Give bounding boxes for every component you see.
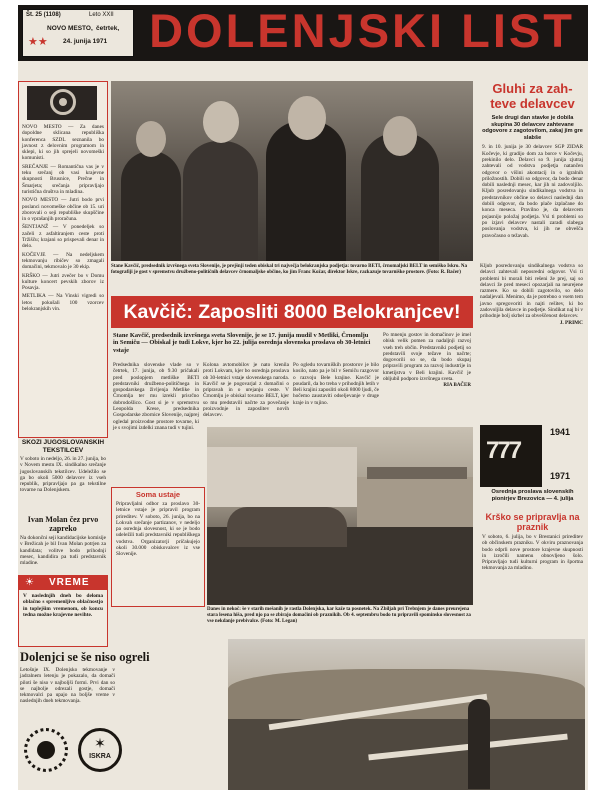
headline-lead: Stane Kavčič, predsednik izvršnega sveta Slovenije, je se 17. junija mudil v Metliki, Črnomlju in Semiču — Obiskal je tudi Lokve, kjer ho 22. julija osrednja slovenska proslava ob 30-letnici vstaje <box>113 332 371 354</box>
jubilee-caption: Osrednja proslava slovenskih pionirjev Brezovica — 4. julija <box>491 489 574 502</box>
brief-item: NOVO MESTO — Jutri bodo prvi poslanci novomeške občine ob 15. uri zborovali o seji republiške skupščine in o vprašanjih proračuna. <box>22 197 104 223</box>
brief-item: KRŠKO — Jutri zvečer bo v Domu kulture koncert pevskih zborov iz Posavja. <box>22 272 104 292</box>
article-signature: RIA BAČER <box>443 383 471 389</box>
masthead-title: DOLENJSKI LIST <box>149 4 575 57</box>
gluhi-text: 9. in 10. junija je 30 delavcev SGP ZIDAR Kočevje, ki gradijo dom za borce v Kočevju, prekinilo delo. Delavci so 9. junija zjutraj zahtevali od vodstva podjetja natančen odgovor o višini akontacij in o igralnih priložnostih. Dobili so odgovor, da bodo denar dobili naslednji mesec, kar jih ni zadovoljilo. Kljub posredovanju sindikalnega vodstva in predstavnikov občine so delavci naslednji dan dobili odgovor, da bodo plače izplačane do konca meseca. Pravilno je, da delavcem pojasnijo položaj podjetja. Vsi ti problemi so po izjavi delavcev nastali zaradi slabega poslovanja vodstva, ki jih ne obvešča pravočasno o težavah. <box>482 144 583 239</box>
news-briefs <box>22 124 104 434</box>
main-photo <box>111 81 473 261</box>
soma-title: Soma ustaje <box>135 490 181 499</box>
molan-text: Na dokončni seji kandidacijske komisije v Brežicah je bil Ivan Molan potrjen za kandidata; volitve bodo prihodnji mesec, kandidira pa tudi predstavnik mladine. <box>20 535 106 567</box>
gluhi-title-line1: Gluhi za zah- <box>492 81 573 96</box>
article-col-1: Predsednika slovenske vlade so v četrtek, 17. junija, ob 9.30 pričakali pred poslopjem metliške BETI predstavniki družbeno-političnega in gospodarskega življenja Metlike in Črnomlja ter mu izrekli prisrčno dobrodošlico. Gost si je v spremstvu Leopolda Krese, predsednika Gospodarske zbornice Slovenije, najprej ogledal proizvodne prostore tovarne, ki je s svojimi izdelki znana tudi v tujini. <box>113 362 199 431</box>
sun-icon: ☀ <box>25 577 34 588</box>
soma-box <box>111 487 205 607</box>
krsko-article <box>480 512 585 637</box>
skozi-title: SKOZI JUGOSLOVANSKIH TEKSTILCEV <box>21 439 105 454</box>
dolenjci-title: Dolenjci se še niso ogreli <box>20 650 150 664</box>
gluhi-lead: Sele drugi dan stavke je dobila skupina 30 delavcev zahtevane odgovore z zagotovilom, zakaj jim gre slabše <box>482 115 583 141</box>
gluhi-article <box>480 81 585 261</box>
krsko-title: Krško se pripravlja na praznik <box>485 512 580 532</box>
iskra-logo: ✶ ISKRA <box>78 728 122 772</box>
brief-item: ŠENTJANŽ — V ponedeljek so začeli z asfaltiranjem ceste proti Tržišču; krajani so prispevali denar in delo. <box>22 224 104 250</box>
brief-item: SREČANJE — Romantična vas je v teku srečanj ob vasi krajevne skupnosti Brusnice, Prečne in Šmarjeta; srečanja pripravljajo turistična društva in mladina. <box>22 163 104 195</box>
iskra-logo-text: ISKRA <box>89 753 111 760</box>
krsko-text: V soboto, 6. julija, bo v Brestanici prireditev ob občinskem prazniku. V okviru praznovanja bodo odprli nove prostore krajevne skupnosti in izročili namenu obnovljeno šolo. Pripravljajo tudi kulturni program in športna tekmovanja za mladino. <box>482 534 583 572</box>
newspaper-page <box>18 5 588 790</box>
village-photo-caption: Danes in nekoč: še v starih mešanih je rastla Dolenjska, kar kaže ta posnetek. Na Zbiljah pri Trebnjem je danes preurejena stara lesena hiša, pred njo pa se zbirajo domačini ob praznikih. Ob 4. septembru bodo tu pripravili spominsko slovesnost za vse nekdanje prebivalce. (Foto: M. Legan) <box>207 607 471 624</box>
weather-title: VREME <box>49 577 90 588</box>
issue-place: NOVO MESTO, <box>47 25 93 32</box>
news-briefs-box <box>18 81 108 438</box>
issue-number: Št. 25 (1108) <box>26 12 61 18</box>
gear-logo-icon <box>24 728 68 772</box>
issue-year: Leto XXII <box>89 12 114 18</box>
telephone-dial-icon <box>27 86 97 120</box>
right-mid-signature: J. PRIMC <box>559 319 583 326</box>
headline-bar <box>111 296 473 328</box>
issue-date: 24. junija 1971 <box>63 38 108 45</box>
masthead <box>18 5 588 61</box>
article-col-2: Kolona avtomobilov je nato krenila proti Lokvam, kjer bo osrednja proslava ob 30-letnici vstaje slovenskega naroda. Kavčič se je pogovarjal z domačini o pripravah in o urejanju ceste. V Črnomlju je obiskal tovarno BELT, kjer so mu predstavili načrte za povečanje proizvodnje in zaposlitev novih delavcev. <box>203 362 289 419</box>
weather-text: V naslednjih dneh bo deloma oblačno s spremenljivo oblačnostjo in toplejšim vremenom, ob koncu tedna možne krajevne nevihte. <box>23 593 103 618</box>
weather-box <box>18 575 108 647</box>
issue-info-box <box>22 9 134 57</box>
brief-item: KOČEVJE — Na nedeljskem tekmovanju ribičev so zmagali domačini, tekmovalo je 30 ekip. <box>22 251 104 271</box>
village-photo <box>207 427 473 605</box>
headline: Kavčič: Zaposliti 8000 Belokranjcev! <box>123 301 461 323</box>
molan-article <box>20 515 106 573</box>
brief-item: METLIKA — Na Vinski vigredi so letos pokušali 100 vzorcev belokranjskih vin. <box>22 293 104 313</box>
right-mid-paragraph: Kljub posredovanju sindikalnega vodstva so delavci zahtevali neposredni odgovor. Vsi ti problemi bi morali biti rešeni že prej, saj so delavci že pred meseci opozarjali na neurejene razmere. Ko so dobili zagotovilo, so delo nadaljevali. Menimo, da je potrebno o vsem tem javno spregovoriti in najti rešitev, ki bo zadovoljila delavce in podjetje. Sindikat naj bi v prihodnje bolj skrbel za obveščenost delavcev. <box>480 263 583 320</box>
skozi-text: V soboto in nedeljo, 26. in 27. junija, bo v Novem mestu IX. sindikalno srečanje jugoslovanskih tekstilcev. Udeležilo se ga bo okoli 5000 delavcev iz vseh republik, pripravljajo pa ga tekstilne tovarne na Dolenjskem. <box>20 456 106 494</box>
brief-item: NOVO MESTO — Za danes dopoldne sklicana republiška konferenca SZDL seznanila bo javnost z delovnim programom in sklepi, ki so jih sprejeli novomeški komunisti. <box>22 124 104 162</box>
molan-title: Ivan Molan čez prvo zapreko <box>27 515 99 533</box>
issue-weekday: četrtek, <box>96 25 120 32</box>
jubilee-emblem-icon: 777 <box>480 425 542 487</box>
right-mid-text <box>480 263 583 418</box>
soma-text: Pripravljalni odbor za proslavo 30-letnice vstaje je pripravil program prireditev. V soboto, 26. junija, bo na Lokvah srečanje partizanov, v nedeljo pa osrednja slovesnost, ki se je bodo udeležili tudi predstavniki republiškega vodstva. Organizatorji pričakujejo okoli 30.000 obiskovalcev iz vse Slovenije. <box>116 501 200 558</box>
glider-photo <box>228 639 585 790</box>
article-col-4-text: Po mnenju gostov in domačinov je imel obisk velik pomen za nadaljnji razvoj vseh treh občin. Predstavniki podjetij so predstavili svoje težave in načrte; dogovorili so se, da bodo skupaj pripravili program za razvoj industrije in kmetijstva v Beli krajini. Kavčič je obljubil podporo izvršnega sveta. <box>383 332 471 383</box>
main-photo-caption: Stane Kavčič, predsednik izvršnega sveta Slovenije, je prejšnji teden obiskal tri največja belokranjska podjetja: tovarno BETI, črnomaljski BELT in semiško Iskro. Na fotografiji je gost v spremstvu družbeno-političnih delavcev črnomaljske občine, ko jim Franc Kožar, direktor Iskre, razkazuje tovarniške prostore. (Foto: R. Bačer) <box>111 264 467 275</box>
gluhi-title-line2: teve delavcev <box>490 96 575 111</box>
article-col-3: Po ogledu tovarniških prostorov je bilo kosilo, nato pa je bil v Semiču razgovor o razvoju Bele krajine. Kavčič je poudaril, da bo treba v prihodnjih letih v Beli krajini zaposliti okoli 8000 ljudi, če hočemo zaustaviti odseljevanje v druge kraje in v tujino. <box>293 362 379 406</box>
jubilee-year-top: 1941 <box>550 427 571 437</box>
jubilee-year-bottom: 1971 <box>550 471 571 481</box>
dolenjci-article <box>18 650 223 790</box>
skozi-article <box>20 439 106 513</box>
dolenjci-text: Letošnje IX. Dolenjsko tekmovanje v jadralnem letenju je pokazalo, da domači piloti še niso v najboljši formi. Prvi dan so se najbolje odrezali gostje, domači tekmovalci pa upajo na boljše vreme v naslednjih dneh tekmovanja. <box>20 667 115 705</box>
weather-heading <box>19 576 107 590</box>
jubilee-box <box>480 423 585 511</box>
star-icon: ★★ <box>28 36 48 48</box>
